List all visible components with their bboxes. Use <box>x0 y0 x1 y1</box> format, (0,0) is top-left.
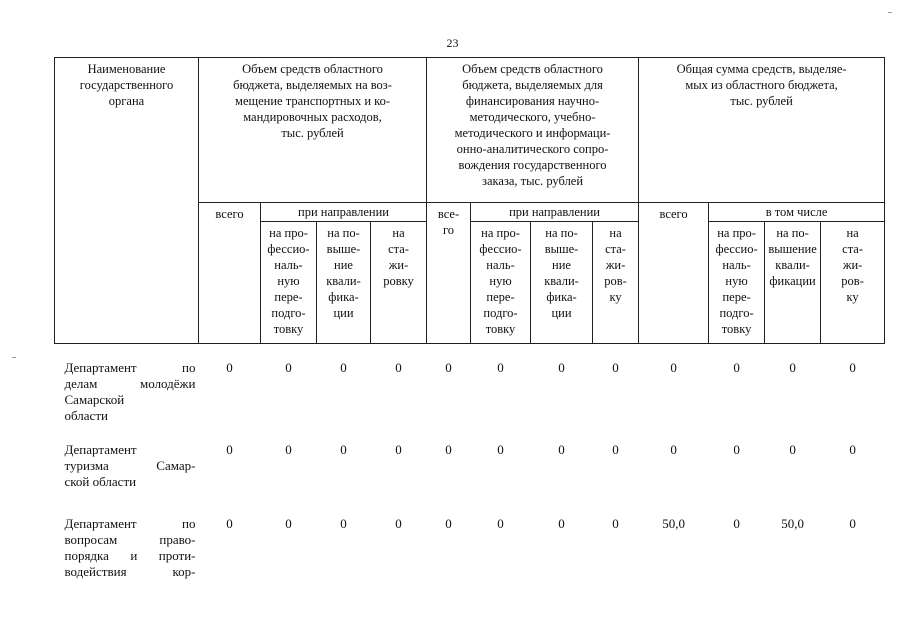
header-line: мых из областного бюджета, <box>685 78 838 92</box>
org-name-line: Департамент по <box>64 360 196 375</box>
header-line: го <box>442 223 455 237</box>
header-line: фессио- <box>267 242 310 256</box>
margin-mark <box>888 12 892 13</box>
g2-qualification-header <box>531 222 593 344</box>
header-line: на <box>846 226 859 240</box>
header-line: методического и информаци- <box>454 126 611 140</box>
value-cell: 0 <box>789 442 796 457</box>
header-line: государственного <box>79 78 174 92</box>
header-line: ку <box>609 290 622 304</box>
g1-qualification-header <box>317 222 371 344</box>
value-cell: 0 <box>789 360 796 375</box>
value-cell: 0 <box>226 360 233 375</box>
header-line: ную <box>489 274 512 288</box>
header-line: товку <box>273 322 304 336</box>
value-cell: 0 <box>670 442 677 457</box>
org-name-line: Департамент по <box>64 516 196 531</box>
value-cell: 0 <box>395 516 402 531</box>
header-line: пере- <box>274 290 303 304</box>
header-line: ние <box>552 258 571 272</box>
g3-retraining-header <box>709 222 765 344</box>
org-name-cell <box>55 490 199 580</box>
org-name-line: туризма Самар- <box>64 458 196 473</box>
header-line: ров- <box>841 274 864 288</box>
header-line: всего <box>215 207 244 221</box>
value-cell: 0 <box>395 360 402 375</box>
org-name-cell <box>55 344 199 425</box>
header-line: ста- <box>605 242 626 256</box>
header-line: фика- <box>328 290 359 304</box>
value-cell: 0 <box>226 442 233 457</box>
value-cell: 0 <box>445 442 452 457</box>
g2-internship-header <box>593 222 639 344</box>
header-line: тыс. рублей <box>730 94 793 108</box>
org-name-line: ской области <box>64 474 137 489</box>
org-name-line: вопросам право- <box>64 532 196 547</box>
value-cell: 0 <box>612 360 619 375</box>
org-name-header <box>55 58 199 344</box>
header-line: фикации <box>769 274 816 288</box>
header-line: органа <box>108 94 145 108</box>
g3-including-header: в том числе <box>709 203 885 222</box>
value-cell: 0 <box>849 516 856 531</box>
header-line: ную <box>277 274 300 288</box>
value-cell: 0 <box>558 360 565 375</box>
g2-retraining-header <box>471 222 531 344</box>
header-line: товку <box>721 322 752 336</box>
header-line: на про- <box>269 226 308 240</box>
total-budget-header <box>639 58 885 203</box>
header-line: бюджета, выделяемых на воз- <box>233 78 392 92</box>
header-line: ста- <box>842 242 864 256</box>
header-line: фессио- <box>479 242 522 256</box>
header-line: выше- <box>544 242 579 256</box>
header-line: мандировочных расходов, <box>243 110 382 124</box>
value-cell: 0 <box>285 360 292 375</box>
value-cell: 0 <box>558 516 565 531</box>
header-line: квали- <box>326 274 361 288</box>
budget-table <box>54 57 885 580</box>
header-line: товку <box>485 322 516 336</box>
header-line: Объем средств областного <box>462 62 603 76</box>
org-name-line: области <box>64 408 108 423</box>
value-cell: 50,0 <box>781 516 804 531</box>
header-line: Общая сумма средств, выделяе- <box>676 62 847 76</box>
header-line: подго- <box>271 306 306 320</box>
value-cell: 0 <box>612 516 619 531</box>
header-line: на по- <box>545 226 578 240</box>
org-name-line: водействия кор- <box>64 564 196 579</box>
g3-qualification-header <box>765 222 821 344</box>
value-cell: 0 <box>497 360 504 375</box>
value-cell: 0 <box>285 442 292 457</box>
header-line: ную <box>725 274 748 288</box>
header-line: ние <box>334 258 353 272</box>
org-name-line: делам молодёжи <box>64 376 196 391</box>
value-cell: 0 <box>497 516 504 531</box>
value-cell: 0 <box>733 360 740 375</box>
g3-total-header <box>639 203 709 344</box>
value-cell: 0 <box>285 516 292 531</box>
transport-expenses-header <box>199 58 427 203</box>
g2-total-header <box>427 203 471 344</box>
value-cell: 0 <box>340 442 347 457</box>
value-cell: 50,0 <box>662 516 685 531</box>
header-line: наль- <box>722 258 751 272</box>
value-cell: 0 <box>849 442 856 457</box>
value-cell: 0 <box>226 516 233 531</box>
value-cell: 0 <box>340 360 347 375</box>
header-line: бюджета, выделяемых для <box>462 78 603 92</box>
header-line: заказа, тыс. рублей <box>482 174 584 188</box>
header-line: на по- <box>776 226 809 240</box>
value-cell: 0 <box>733 442 740 457</box>
table-row <box>55 490 885 580</box>
header-line: на по- <box>327 226 360 240</box>
g2-direction-header: при направлении <box>471 203 639 222</box>
header-line: ции <box>551 306 572 320</box>
value-cell: 0 <box>733 516 740 531</box>
budget-table-wrapper <box>54 57 884 580</box>
org-name-line: Самарской <box>64 392 125 407</box>
header-line: жи- <box>605 258 626 272</box>
header-line: ку <box>846 290 859 304</box>
g3-internship-header <box>821 222 885 344</box>
header-line: пере- <box>486 290 515 304</box>
header-line: квали- <box>544 274 579 288</box>
header-line: тыс. рублей <box>281 126 344 140</box>
header-line: Объем средств областного <box>242 62 383 76</box>
header-line: мещение транспортных и ко- <box>235 94 390 108</box>
value-cell: 0 <box>612 442 619 457</box>
org-name-cell <box>55 424 199 490</box>
header-line: на про- <box>481 226 520 240</box>
page-number: 23 <box>446 36 459 50</box>
value-cell: 0 <box>558 442 565 457</box>
header-line: Наименование <box>87 62 166 76</box>
g1-internship-header <box>371 222 427 344</box>
header-line: ции <box>333 306 354 320</box>
header-line: фика- <box>546 290 577 304</box>
value-cell: 0 <box>395 442 402 457</box>
header-line: все- <box>437 207 460 221</box>
header-line: на про- <box>717 226 756 240</box>
header-line: подго- <box>719 306 754 320</box>
table-body <box>55 344 885 581</box>
header-line: пере- <box>722 290 751 304</box>
header-line: ров- <box>604 274 627 288</box>
margin-mark <box>12 357 16 358</box>
header-line: всего <box>659 207 688 221</box>
header-line: жи- <box>842 258 863 272</box>
header-line: ровку <box>383 274 414 288</box>
header-line: наль- <box>274 258 303 272</box>
g1-retraining-header <box>261 222 317 344</box>
value-cell: 0 <box>497 442 504 457</box>
org-name-line: порядка и проти- <box>64 548 196 563</box>
value-cell: 0 <box>849 360 856 375</box>
header-line: онно-аналитического сопро- <box>456 142 609 156</box>
value-cell: 0 <box>340 516 347 531</box>
table-row <box>55 344 885 425</box>
value-cell: 0 <box>670 360 677 375</box>
g1-total-header <box>199 203 261 344</box>
g1-direction-header: при направлении <box>261 203 427 222</box>
table-row <box>55 424 885 490</box>
org-name-line: Департамент <box>64 442 137 457</box>
header-line: методического, учебно- <box>469 110 596 124</box>
header-line: на <box>392 226 405 240</box>
value-cell: 0 <box>445 360 452 375</box>
header-line: жи- <box>388 258 409 272</box>
header-line: финансирования научно- <box>465 94 600 108</box>
header-line: ста- <box>388 242 409 256</box>
header-line: подго- <box>483 306 518 320</box>
header-line: на <box>609 226 622 240</box>
header-line: фессио- <box>715 242 758 256</box>
header-line: квали- <box>775 258 810 272</box>
header-line: выше- <box>326 242 361 256</box>
header-line: вышение <box>768 242 817 256</box>
methodical-support-header <box>427 58 639 203</box>
header-line: наль- <box>486 258 515 272</box>
header-line: вождения государственного <box>458 158 607 172</box>
value-cell: 0 <box>445 516 452 531</box>
